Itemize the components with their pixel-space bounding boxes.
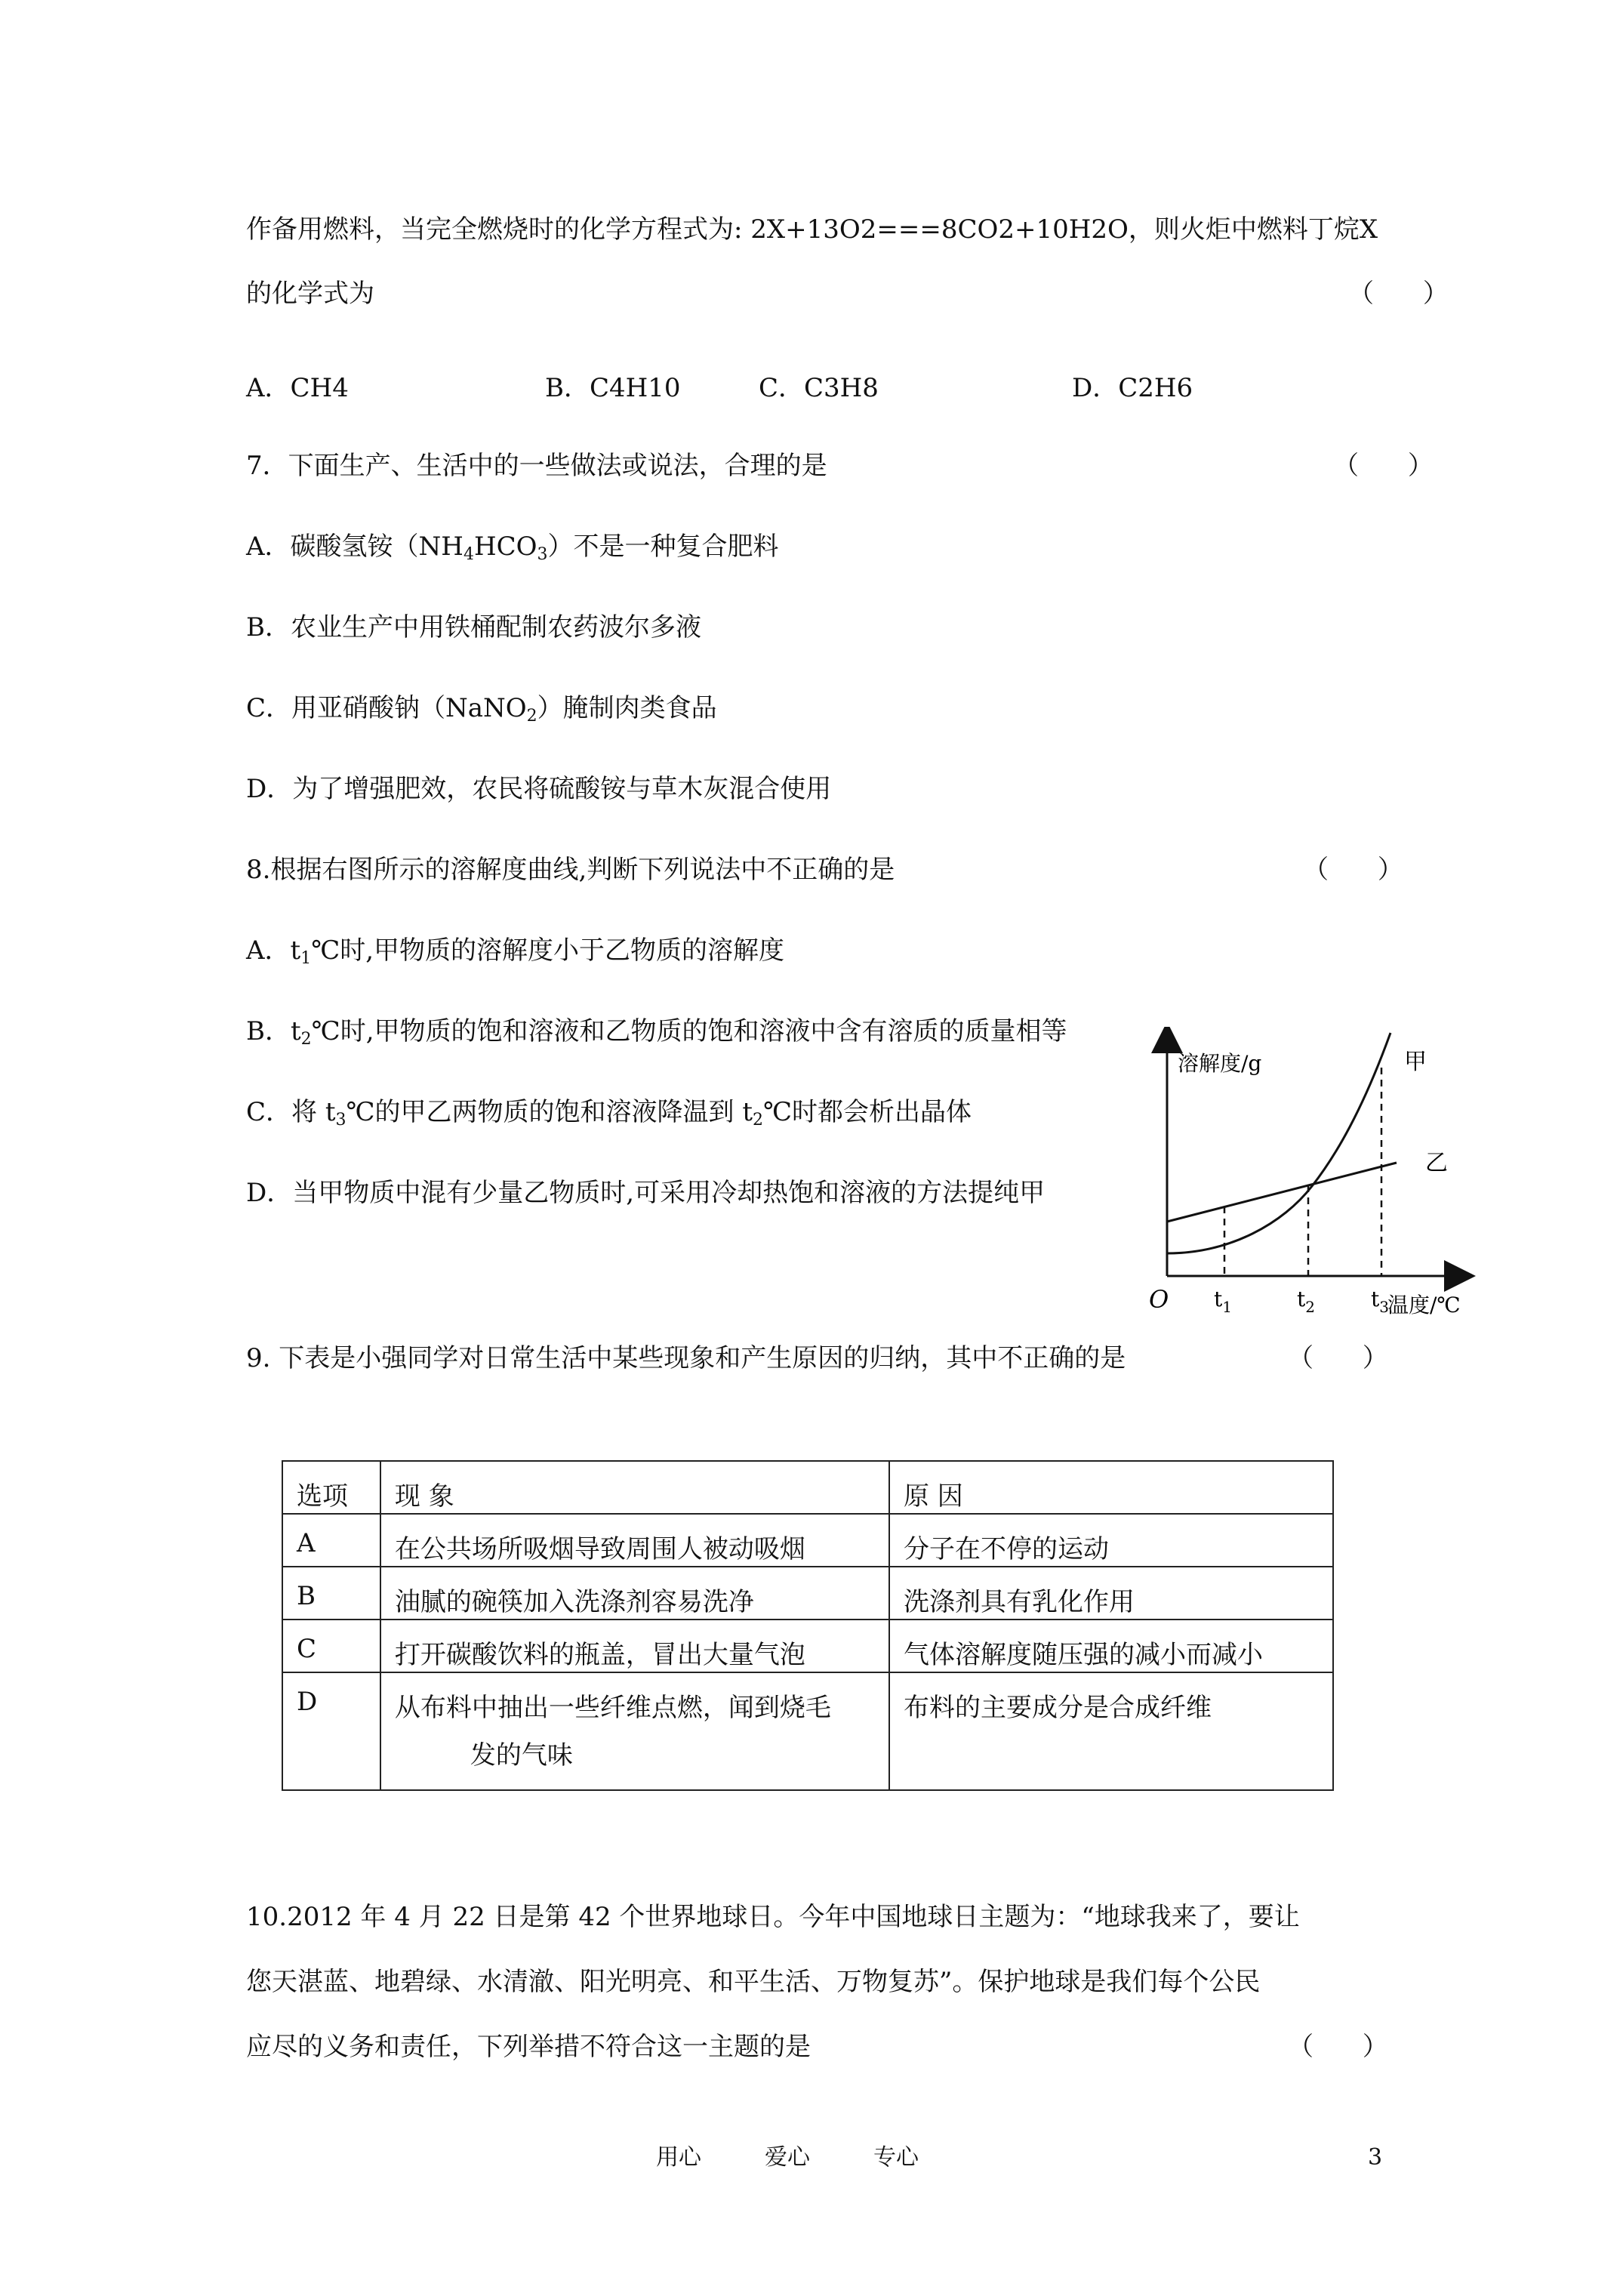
q8-answer-paren: （ ） [1303, 855, 1403, 885]
footer-word-3: 专心 [873, 2144, 919, 2171]
q8-option-a: A．$t_1℃$时,甲物质的溶解度小于乙物质的溶解度 [246, 935, 785, 968]
header-option: 选项 [282, 1461, 380, 1514]
y-axis-label: 溶解度/g [1178, 1051, 1262, 1076]
tick-t1: $t_1$ [1214, 1287, 1232, 1316]
tick-t3: $t_3$ [1371, 1287, 1389, 1316]
row-phenomenon [380, 1672, 889, 1790]
q6-option-a: A．CH4 [246, 373, 349, 403]
table-header-row [282, 1461, 1333, 1514]
row-phenomenon-line2: 发的气味 [470, 1740, 573, 1771]
header-reason: 原 因 [889, 1461, 1333, 1514]
series-yi-label: 乙 [1425, 1150, 1448, 1176]
series-yi-line [1167, 1163, 1397, 1222]
table-row [282, 1567, 1333, 1620]
footer-word-2: 爱心 [765, 2144, 810, 2171]
row-phenomenon: 在公共场所吸烟导致周围人被动吸烟 [380, 1514, 889, 1567]
q10-stem-line1: 10.2012 年 4 月 22 日是第 42 个世界地球日。今年中国地球日主题为：“地球我来了，要让 [246, 1902, 1300, 1932]
q6-option-c: C．C3H8 [759, 373, 879, 403]
q7-answer-paren: （ ） [1333, 451, 1434, 481]
origin-label: O [1149, 1285, 1169, 1314]
row-phenomenon: 打开碳酸饮料的瓶盖，冒出大量气泡 [380, 1620, 889, 1672]
row-option: C [282, 1620, 380, 1672]
q8-option-d: D．当甲物质中混有少量乙物质时,可采用冷却热饱和溶液的方法提纯甲 [246, 1178, 1046, 1208]
q7-option-b: B．农业生产中用铁桶配制农药波尔多液 [246, 612, 701, 643]
row-option: A [282, 1514, 380, 1567]
header-phenomenon: 现 象 [380, 1461, 889, 1514]
row-reason: 洗涤剂具有乳化作用 [889, 1567, 1333, 1620]
row-reason: 布料的主要成分是合成纤维 [889, 1672, 1333, 1790]
row-phenomenon-line1: 从布料中抽出一些纤维点燃，闻到烧毛 [394, 1693, 831, 1723]
row-reason: 气体溶解度随压强的减小而减小 [889, 1620, 1333, 1672]
row-phenomenon: 油腻的碗筷加入洗涤剂容易洗净 [380, 1567, 889, 1620]
q10-stem-line3: 应尽的义务和责任，下列举措不符合这一主题的是 [246, 2032, 811, 2062]
q6-option-d: D．C2H6 [1072, 373, 1193, 403]
q9-answer-paren: （ ） [1288, 1343, 1388, 1373]
q9-stem: 9. 下表是小强同学对日常生活中某些现象和产生原因的归纳，其中不正确的是 [246, 1343, 1126, 1373]
series-jia-label: 甲 [1404, 1049, 1427, 1075]
q7-stem: 7．下面生产、生活中的一些做法或说法，合理的是 [246, 451, 827, 481]
solubility-chart [1147, 1027, 1480, 1329]
q8-option-c: C．将 $t_3℃$的甲乙两物质的饱和溶液降温到 $t_2℃$时都会析出晶体 [246, 1097, 972, 1130]
footer-word-1: 用心 [656, 2144, 701, 2171]
page-number: 3 [1368, 2144, 1383, 2171]
q10-answer-paren: （ ） [1288, 2032, 1388, 2062]
q7-option-c: C．用亚硝酸钠（NaNO$_2$）腌制肉类食品 [246, 693, 717, 726]
q8-option-b: B．$t_2℃$时,甲物质的饱和溶液和乙物质的饱和溶液中含有溶质的质量相等 [246, 1016, 1067, 1049]
q6-stem-line2: 的化学式为 [246, 279, 374, 309]
row-option: D [282, 1672, 380, 1790]
q6-answer-paren: （ ） [1348, 279, 1449, 309]
q10-stem-line2: 您天湛蓝、地碧绿、水清澈、阳光明亮、和平生活、万物复苏”。保护地球是我们每个公民 [246, 1967, 1261, 1997]
tick-t2: $t_2$ [1297, 1287, 1315, 1316]
x-axis-label: 温度/℃ [1387, 1293, 1461, 1318]
q6-option-b: B．C4H10 [545, 373, 681, 403]
q9-table [282, 1460, 1334, 1791]
row-option: B [282, 1567, 380, 1620]
table-row [282, 1620, 1333, 1672]
table-row [282, 1672, 1333, 1790]
q8-stem: 8.根据右图所示的溶解度曲线,判断下列说法中不正确的是 [246, 855, 895, 885]
row-reason: 分子在不停的运动 [889, 1514, 1333, 1567]
table-row [282, 1514, 1333, 1567]
q6-stem-line1: 作备用燃料，当完全燃烧时的化学方程式为: 2X+13O2===8CO2+10H2O，则火炬中燃料丁烷X [246, 214, 1378, 245]
q7-option-a: A．碳酸氢铵$(NH_4HCO_3)$不是一种复合肥料 [246, 532, 779, 564]
q7-option-d: D．为了增强肥效，农民将硫酸铵与草木灰混合使用 [246, 774, 832, 804]
